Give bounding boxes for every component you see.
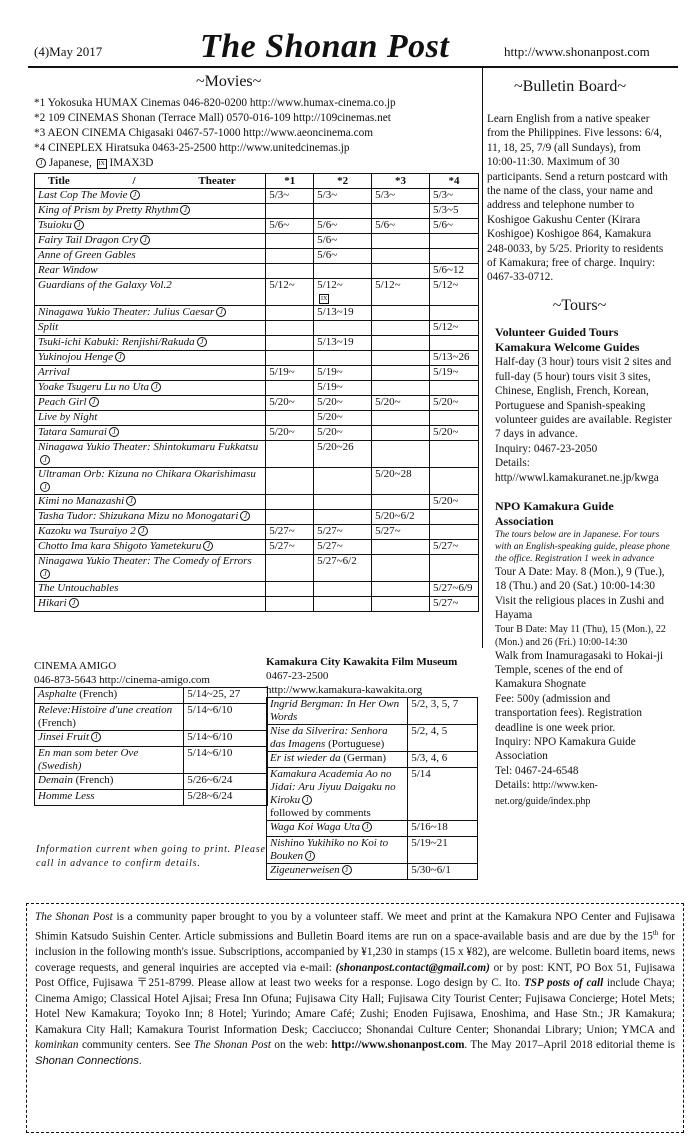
kawakita-title: Nise da Silverira: Senhora das Imagens (Portuguese) (267, 725, 408, 752)
showing-c2: 5/27~ (314, 540, 372, 555)
showing-c2 (314, 351, 372, 366)
footer-email[interactable]: (shonanpost.contact@gmail.com) (335, 961, 490, 974)
kawakita-row (267, 752, 478, 768)
showing-c2 (314, 510, 372, 525)
showing-c3: 5/20~28 (372, 468, 430, 495)
japanese-indicator-icon: J (180, 205, 190, 215)
showing-c2: 5/19~ (314, 381, 372, 396)
movie-row (35, 441, 479, 468)
showing-c1: 5/27~ (266, 525, 314, 540)
movie-title: Ninagawa Yukio Theater: Julius Caesar J (35, 306, 266, 321)
legend (34, 156, 396, 171)
header-rule (28, 66, 678, 68)
site-url[interactable]: http://www.shonanpost.com (504, 44, 650, 59)
kawakita-title: Nishino Yukihiko no Koi to Bouken J (267, 837, 408, 864)
japanese-indicator-icon: J (362, 822, 372, 832)
showing-c1 (266, 351, 314, 366)
japanese-indicator-icon: J (109, 427, 119, 437)
showing-c2: 5/27~ (314, 525, 372, 540)
japanese-indicator-icon: J (197, 337, 207, 347)
movie-title: Chotto Ima kara Shigoto Yametekuru J (35, 540, 266, 555)
showing-c4: 5/27~ (429, 597, 478, 612)
japanese-indicator-icon: J (40, 482, 50, 492)
showing-c3 (372, 495, 430, 510)
kawakita-section (266, 655, 482, 880)
showing-c4 (429, 525, 478, 540)
showing-c4 (429, 555, 478, 582)
imax-indicator-icon: IX (98, 161, 105, 167)
showing-c1: 5/3~ (266, 189, 314, 204)
showing-c4 (429, 249, 478, 264)
japanese-indicator-icon: J (74, 220, 84, 230)
movie-title: Kazoku wa Tsuraiyo 2 J (35, 525, 266, 540)
showing-c1: 5/27~ (266, 540, 314, 555)
kawakita-dates: 5/30~6/1 (408, 864, 478, 880)
amigo-dates: 5/14~6/10 (184, 704, 268, 731)
japanese-indicator-icon: J (89, 397, 99, 407)
showing-c2: 5/20~26 (314, 441, 372, 468)
showing-c4 (429, 441, 478, 468)
movie-title: Tsuki-ichi Kabuki: Renjishi/Rakuda J (35, 336, 266, 351)
movie-title: Anne of Green Gables (35, 249, 266, 264)
showing-c4 (429, 468, 478, 495)
movie-title: Yukinojou Henge J (35, 351, 266, 366)
amigo-title: Jinsei Fruit J (35, 731, 184, 747)
movies-header-row (35, 174, 479, 189)
showing-c1: 5/20~ (266, 396, 314, 411)
amigo-contact: 046-873-5643 http://cinema-amigo.com (34, 674, 210, 686)
volunteer-details-url[interactable]: http//wwwl.kamakuranet.ne.jp/kwga (495, 471, 659, 484)
showing-c4 (429, 336, 478, 351)
movie-row (35, 234, 479, 249)
japanese-indicator-icon: J (126, 496, 136, 506)
cinema-amigo-section (34, 659, 264, 806)
showing-c3 (372, 234, 430, 249)
showing-c2 (314, 582, 372, 597)
showing-c3: 5/12~ (372, 279, 430, 306)
japanese-indicator-icon: J (305, 851, 315, 861)
kawakita-dates: 5/2, 4, 5 (408, 725, 478, 752)
showing-c4 (429, 381, 478, 396)
amigo-title: Releve:Histoire d'une creation (French) (35, 704, 184, 731)
kawakita-row (267, 725, 478, 752)
showing-c4 (429, 306, 478, 321)
amigo-row (35, 790, 268, 806)
movie-title: Tsuioku J (35, 219, 266, 234)
movie-row (35, 204, 479, 219)
showing-c2: 5/13~19 (314, 306, 372, 321)
showing-c1 (266, 411, 314, 426)
amigo-row (35, 688, 268, 704)
showing-c2: 5/13~19 (314, 336, 372, 351)
showing-c3: 5/3~ (372, 189, 430, 204)
npo-details-url[interactable]: http://www.ken-net.org/guide/index.php (495, 780, 598, 807)
amigo-table (34, 687, 268, 806)
kawakita-dates: 5/14 (408, 768, 478, 821)
movie-row (35, 525, 479, 540)
showing-c4: 5/3~5 (429, 204, 478, 219)
amigo-row (35, 731, 268, 747)
kawakita-phone: 0467-23-2500 (266, 670, 329, 682)
movie-row (35, 366, 479, 381)
info-note: Information current when going to print. Please call in advance to confirm details. (36, 844, 266, 869)
tour-b-text: Walk from Inamuragasaki to Hokai-ji Temple, scenes of the end of Kamakura Shognate (495, 649, 664, 691)
showing-c3 (372, 597, 430, 612)
movie-row (35, 249, 479, 264)
showing-c2: 5/6~ (314, 219, 372, 234)
showing-c3 (372, 351, 430, 366)
movie-title: Tasha Tudor: Shizukana Mizu no Monogatari J (35, 510, 266, 525)
showing-c1 (266, 336, 314, 351)
showing-c1 (266, 306, 314, 321)
showing-c2 (314, 264, 372, 279)
amigo-row (35, 704, 268, 731)
showing-c3: 5/20~ (372, 396, 430, 411)
japanese-indicator-icon: J (240, 511, 250, 521)
kawakita-row (267, 837, 478, 864)
showing-c2 (314, 597, 372, 612)
amigo-title: Demain (French) (35, 774, 184, 790)
showing-c4: 5/27~ (429, 540, 478, 555)
japanese-indicator-icon: J (151, 382, 161, 392)
showing-c1 (266, 510, 314, 525)
cinema-2: *2 109 CINEMAS Shonan (Terrace Mall) 0570-016-109 http://109cinemas.net (34, 112, 391, 124)
movie-row (35, 264, 479, 279)
showing-c2: 5/20~ (314, 396, 372, 411)
movie-title: Last Cop The Movie J (35, 189, 266, 204)
showing-c3 (372, 582, 430, 597)
movie-row (35, 336, 479, 351)
showing-c2 (314, 204, 372, 219)
japanese-indicator-icon: J (69, 598, 79, 608)
japanese-indicator-icon: J (130, 190, 140, 200)
showing-c3: 5/27~ (372, 525, 430, 540)
amigo-row (35, 747, 268, 774)
volunteer-tours-text: Half-day (3 hour) tours visit 2 sites and full-day (5 hour) tours visit 3 sites, Chinese, English, French, Korean, Portuguese and Spanish-speaking volunteer guides are available. Register 7 days in advance. (495, 356, 672, 441)
cinema-1: *1 Yokosuka HUMAX Cinemas 046-820-0200 http://www.humax-cinema.co.jp (34, 97, 396, 109)
showing-c2: 5/19~ (314, 366, 372, 381)
movie-row (35, 321, 479, 336)
showing-c3 (372, 555, 430, 582)
movie-row (35, 597, 479, 612)
showing-c1: 5/19~ (266, 366, 314, 381)
kawakita-row (267, 821, 478, 837)
tours-heading: ~Tours~ (552, 296, 607, 314)
bulletin-heading: ~Bulletin Board~ (514, 78, 626, 95)
kawakita-row (267, 698, 478, 725)
movie-row (35, 540, 479, 555)
japanese-indicator-icon: J (91, 732, 101, 742)
showing-c3: 5/20~6/2 (372, 510, 430, 525)
showing-c4: 5/6~12 (429, 264, 478, 279)
movie-title: Rear Window (35, 264, 266, 279)
showing-c1 (266, 597, 314, 612)
movie-title: Arrival (35, 366, 266, 381)
showing-c2: 5/6~ (314, 249, 372, 264)
movie-title: Kimi no Manazashi J (35, 495, 266, 510)
movie-title: The Untouchables (35, 582, 266, 597)
showing-c1 (266, 555, 314, 582)
showing-c4: 5/12~ (429, 321, 478, 336)
movie-row (35, 426, 479, 441)
movie-row (35, 189, 479, 204)
japanese-indicator-icon: J (216, 307, 226, 317)
showing-c1: 5/20~ (266, 426, 314, 441)
header-theater-1: *1 (266, 174, 314, 189)
npo-inquiry: Inquiry: NPO Kamakura Guide Association (495, 736, 636, 763)
japanese-indicator-icon: J (302, 795, 312, 805)
masthead-title: The Shonan Post (200, 28, 450, 65)
showing-c4 (429, 411, 478, 426)
movie-row (35, 306, 479, 321)
amigo-title: Homme Less (35, 790, 184, 806)
movie-title: Ninagawa Yukio Theater: The Comedy of ErrorsJ (35, 555, 266, 582)
kawakita-name: Kamakura City Kawakita Film Museum (266, 656, 458, 668)
showing-c4: 5/27~6/9 (429, 582, 478, 597)
showing-c1 (266, 234, 314, 249)
japanese-indicator-icon: J (40, 569, 50, 579)
showing-c1 (266, 495, 314, 510)
header-title: Title / Theater (35, 174, 266, 189)
volunteer-tours-title: Volunteer Guided Tours Kamakura Welcome Guides (495, 325, 640, 355)
legend-imax: IMAX3D (109, 157, 154, 169)
showing-c3 (372, 264, 430, 279)
showing-c4 (429, 510, 478, 525)
showing-c2: 5/6~ (314, 234, 372, 249)
kawakita-title: Er ist wieder da (German) (267, 752, 408, 768)
movie-row (35, 510, 479, 525)
movie-row (35, 351, 479, 366)
footer-web-url[interactable]: http://www.shonanpost.com (331, 1039, 465, 1052)
header-theater-2: *2 (314, 174, 372, 189)
movie-row (35, 468, 479, 495)
showing-c2 (314, 468, 372, 495)
movie-title: Hikari J (35, 597, 266, 612)
movie-title: Tatara Samurai J (35, 426, 266, 441)
showing-c1: 5/6~ (266, 219, 314, 234)
showing-c2: 5/20~ (314, 426, 372, 441)
showing-c3 (372, 411, 430, 426)
showing-c1 (266, 441, 314, 468)
cinema-list (34, 96, 396, 171)
movie-title: Peach Girl J (35, 396, 266, 411)
kawakita-dates: 5/19~21 (408, 837, 478, 864)
kawakita-table (266, 697, 478, 880)
showing-c3 (372, 336, 430, 351)
issue-date: (4)May 2017 (34, 44, 103, 59)
movie-title: Live by Night (35, 411, 266, 426)
volunteer-details-label: Details: (495, 457, 530, 470)
showing-c3 (372, 441, 430, 468)
showing-c4: 5/3~ (429, 189, 478, 204)
showing-c2 (314, 321, 372, 336)
column-divider (482, 68, 483, 648)
showing-c1 (266, 468, 314, 495)
movie-title: Split (35, 321, 266, 336)
npo-details: Details: http://www.ken-net.org/guide/index.php (495, 779, 598, 807)
kawakita-title: Kamakura Academia Ao no Jidai: Aru Jiyuu Daigaku no Kiroku J followed by comments (267, 768, 408, 821)
movie-title: Ultraman Orb: Kizuna no Chikara OkarishimasuJ (35, 468, 266, 495)
showing-c2: 5/20~ (314, 411, 372, 426)
movie-row (35, 582, 479, 597)
movie-title: Guardians of the Galaxy Vol.2 (35, 279, 266, 306)
showing-c3 (372, 540, 430, 555)
npo-guide-note: The tours below are in Japanese. For tours with an English-speaking guide, please phone the office. Registration 1 week in advance (495, 529, 670, 564)
showing-c4: 5/12~ (429, 279, 478, 306)
kawakita-dates: 5/2, 3, 5, 7 (408, 698, 478, 725)
showing-c1 (266, 321, 314, 336)
showing-c1 (266, 249, 314, 264)
japanese-indicator-icon: J (342, 865, 352, 875)
tour-b-date: Tour B Date: May 11 (Thu), 15 (Mon.), 22 (Mon.) and 26 (Fri.) 10:00-14:30 (495, 623, 666, 648)
showing-c4: 5/20~ (429, 495, 478, 510)
tour-fee: Fee: 500y (admission and transportation fees). Registration deadline is one week prior. (495, 692, 642, 734)
amigo-dates: 5/14~6/10 (184, 731, 268, 747)
showing-c4: 5/20~ (429, 426, 478, 441)
showing-c3 (372, 204, 430, 219)
showing-c3 (372, 306, 430, 321)
npo-tel: Tel: 0467-24-6548 (495, 764, 579, 777)
japanese-indicator-icon: J (203, 541, 213, 551)
movie-title: Yoake Tsugeru Lu no Uta J (35, 381, 266, 396)
showing-c1: 5/12~ (266, 279, 314, 306)
amigo-dates: 5/14~6/10 (184, 747, 268, 774)
showing-c4: 5/13~26 (429, 351, 478, 366)
kawakita-title: Zigeunerweisen J (267, 864, 408, 880)
showing-c3 (372, 249, 430, 264)
volunteer-inquiry: Inquiry: 0467-23-2050 (495, 442, 598, 455)
movie-row (35, 555, 479, 582)
showing-c1 (266, 204, 314, 219)
showing-c4: 5/6~ (429, 219, 478, 234)
kawakita-dates: 5/16~18 (408, 821, 478, 837)
movie-row (35, 495, 479, 510)
movies-heading: ~Movies~ (196, 73, 262, 90)
showing-c3 (372, 321, 430, 336)
tour-a: Tour A Date: May. 8 (Mon.), 9 (Tue.), 18 (Thu.) and 20 (Sat.) 10:00-14:30 Visit the religious places in Zushi and Hayama (495, 565, 665, 622)
showing-c3 (372, 426, 430, 441)
movie-row (35, 279, 479, 306)
movie-row (35, 396, 479, 411)
showing-c3 (372, 381, 430, 396)
showing-c2: 5/27~6/2 (314, 555, 372, 582)
showing-c3 (372, 366, 430, 381)
amigo-title: Asphalte (French) (35, 688, 184, 704)
amigo-name: CINEMA AMIGO (34, 660, 117, 672)
movie-title: King of Prism by Pretty Rhythm J (35, 204, 266, 219)
amigo-dates: 5/26~6/24 (184, 774, 268, 790)
showing-c1 (266, 264, 314, 279)
movie-row (35, 381, 479, 396)
movie-title: Fairy Tail Dragon Cry J (35, 234, 266, 249)
cinema-4: *4 CINEPLEX Hiratsuka 0463-25-2500 http://www.unitedcinemas.jp (34, 142, 350, 154)
kawakita-title: Waga Koi Waga Uta J (267, 821, 408, 837)
legend-japanese: Japanese, (48, 157, 92, 169)
showing-c2 (314, 495, 372, 510)
header-theater-3: *3 (372, 174, 430, 189)
movies-table (34, 173, 479, 612)
showing-c1 (266, 381, 314, 396)
amigo-row (35, 774, 268, 790)
header-theater-4: *4 (429, 174, 478, 189)
movie-title: Ninagawa Yukio Theater: Shintokumaru FukkatsuJ (35, 441, 266, 468)
amigo-dates: 5/28~6/24 (184, 790, 268, 806)
japanese-indicator-icon: J (40, 455, 50, 465)
showing-c2: 5/3~ (314, 189, 372, 204)
movie-row (35, 219, 479, 234)
showing-c4: 5/19~ (429, 366, 478, 381)
showing-c3: 5/6~ (372, 219, 430, 234)
npo-guide-title: NPO Kamakura Guide Association (495, 498, 614, 528)
kawakita-title: Ingrid Bergman: In Her Own Words (267, 698, 408, 725)
kawakita-row (267, 768, 478, 821)
showing-c4 (429, 234, 478, 249)
japanese-indicator-icon: J (138, 526, 148, 536)
japanese-indicator-icon: J (36, 158, 46, 168)
kawakita-dates: 5/3, 4, 6 (408, 752, 478, 768)
amigo-dates: 5/14~25, 27 (184, 688, 268, 704)
bulletin-text: Learn English from a native speaker from the Philippines. Five lessons: 6/4, 11, 18, 25, 7/9 (all Sundays), from 10:00-11:30. Maximum of 30 participants. Send a return postcard with the name of the class, your name and address and telephone number to Koshigoe Gakushu Center (Kirara Koshigoe) Koshigoe 864, Kamakura 248-0033, by 5/25. Priority to residents of Kamakura; free of charge. Inquiry: 0467-33-0712. (487, 113, 668, 284)
imax-indicator-icon: IX (320, 296, 328, 302)
showing-c1 (266, 582, 314, 597)
cinema-3: *3 AEON CINEMA Chigasaki 0467-57-1000 http://www.aeoncinema.com (34, 127, 374, 139)
showing-c2: 5/12~ IX (314, 279, 372, 306)
footer-box: The Shonan Post is a community paper brought to you by a volunteer staff. We meet and print at the Kamakura NPO Center and Fujisawa Shimin Katsudo Suishin Center. Article submissions and Bulletin Board items are run on a space-available basis and are due by the 15th for inclusion in the following month's issue. Subscriptions, accompanied by ¥1,230 in stamps (15 x ¥82), are welcome. Bulletin board items, news coverage requests, and general inquiries are accepted via e-mail: (shonanpost.contact@gmail.com) or by post: KNT, PO Box 51, Fujisawa Post Office, Fujisawa 〒251-8799. Please allow at least two weeks for a response. Logo design by C. Ito. TSP posts of call include Chaya; Cinema Amigo; Classical Hotel Ajisai; Fresa Inn Ofuna; Fujisawa City Hall; Fujisawa City Tourist Center; Fujisawa Concierge; Hotel Mets; Hotel New Kamakura; Toyoko Inn; 8 Hotel; Yurindo; Amare Café; Zushi; Enoden Fujisawa, Enoshima, and Hase Stn.; JR Kamakura; Kamakura City Hall; Kamakura Tourist Information Desk; Cacciucco; Shonandai Culture Center; Shonandai Library; Union; YMCA and kominkan community centers. See The Shonan Post on the web: http://www.shonanpost.com. The May 2017–April 2018 editorial theme is Shonan Connections. (26, 903, 684, 1133)
showing-c4: 5/20~ (429, 396, 478, 411)
bulletin-column (487, 112, 672, 809)
kawakita-row (267, 864, 478, 880)
amigo-title: En man som beter Ove (Swedish) (35, 747, 184, 774)
kawakita-url[interactable]: http://www.kamakura-kawakita.org (266, 684, 423, 696)
japanese-indicator-icon: J (115, 352, 125, 362)
movie-row (35, 411, 479, 426)
japanese-indicator-icon: J (140, 235, 150, 245)
